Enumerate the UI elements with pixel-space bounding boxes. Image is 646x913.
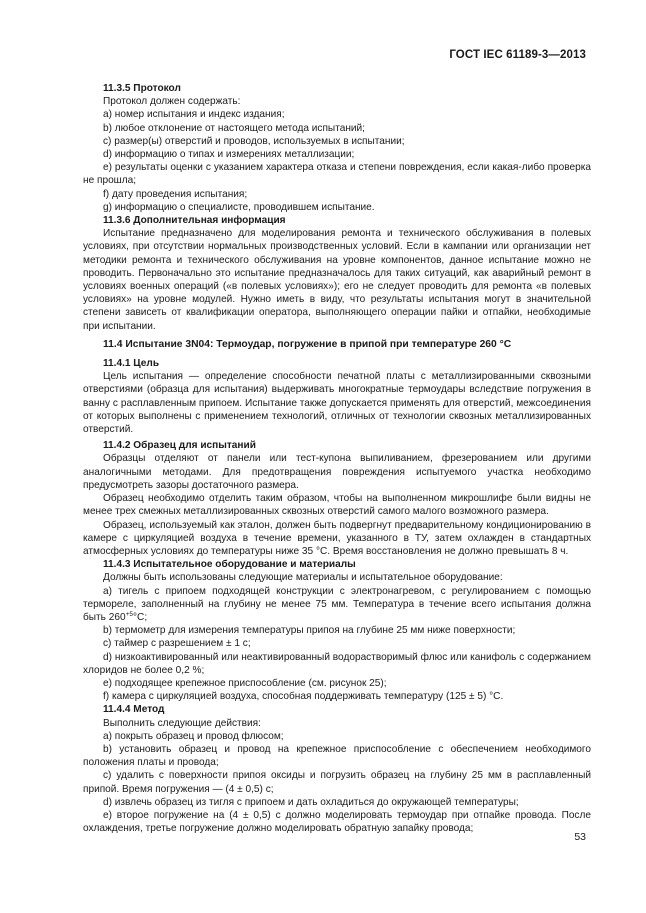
list-item: g) информацию о специалисте, проводившем испытание. [103, 201, 375, 213]
paragraph: Протокол должен содержать: [103, 96, 241, 108]
list-item: a) номер испытания и индекс издания; [103, 109, 285, 121]
list-item: f) дату проведения испытания; [103, 188, 248, 200]
paragraph: Испытание предназначено для моделирования ремонта и технического обслуживания в полевых условиях, при отсутствии нормальных производственных условий. Если в кампании или организации нет методики ремонта и технического обслуживания на уровне компонентов, данное испытание можно не проводить. Первоначально это испытание предназначалось для таких ситуаций, как аварийный ремонт в условиях военных операций («в полевых условиях»); его не следует проводить для ремонта «в полевых условиях» на уровне модулей. Нужно иметь в виду, что результаты испытания могут в значительной степени зависеть от квалификации оператора, выполняющего операции пайки и отпайки, необходимые при испытании. [83, 228, 591, 332]
paragraph: Должны быть использованы следующие материалы и испытательное оборудование: [103, 572, 503, 584]
section-heading: 11.4.3 Испытательное оборудование и материалы [103, 559, 356, 571]
list-item: d) информацию о типах и измерениях металлизации; [103, 149, 355, 161]
list-item: c) удалить с поверхности припоя оксиды и погрузить образец на глубину 25 мм в расплавленный припой. Время погружения — (4 ± 0,5) с; [83, 770, 591, 795]
section-heading: 11.3.5 Протокол [103, 83, 181, 94]
list-item: c) таймер с разрешением ± 1 с; [103, 638, 251, 650]
section-heading: 11.4.2 Образец для испытаний [103, 440, 256, 452]
document-header: ГОСТ IEC 61189-3—2013 [449, 49, 586, 61]
list-item: e) результаты оценки с указанием характера отказа и степени повреждения, если какая-либо проверка не прошла; [83, 162, 591, 187]
paragraph: Образец необходимо отделить таким образом, чтобы на выполненном микрошлифе были видны не менее трех смежных металлизированных сквозных отверстий самого малого возможного размера. [83, 493, 591, 518]
list-item: d) извлечь образец из тигля с припоем и дать охладиться до окружающей температуры; [103, 796, 519, 808]
list-item [83, 585, 591, 625]
list-item: c) размер(ы) отверстий и проводов, используемых в испытании; [103, 135, 405, 147]
tolerance-superscript: +5 [125, 610, 133, 618]
page-number: 53 [574, 831, 586, 843]
section-heading: 11.4.1 Цель [103, 358, 160, 370]
section-heading: 11.4 Испытание 3N04: Термоудар, погружение в припой при температуре 260 °С [103, 338, 512, 350]
list-item: d) низкоактивированный или неактивированный водорастворимый флюс или канифоль с содержанием хлоридов не более 0,2 %; [83, 651, 591, 676]
paragraph: Цель испытания — определение способности печатной платы с металлизированными сквозными отверстиями (образца для испытания) выдерживать многократные термоудары вследствие погружения в ванну с расплавленным припоем. Испытание также допускается применять для отверстий, межсоединения от которых выполнены с применением технологий, отличных от технологии сквозных металлизированных отверстий. [83, 371, 591, 436]
list-item: e) подходящее крепежное приспособление (см. рисунок 25); [103, 677, 387, 689]
list-item: b) любое отклонение от настоящего метода испытаний; [103, 122, 365, 134]
list-item: f) камера с циркуляцией воздуха, способная поддерживать температуру (125 ± 5) °С. [103, 691, 504, 703]
list-item: b) установить образец и провод на крепежное приспособление с обеспечением необходимого положения платы и провода; [83, 743, 591, 769]
section-heading: 11.4.4 Метод [103, 704, 165, 716]
list-item-text: а) тигель с припоем подходящей конструкции с электронагревом, с регулированием с помощью термореле, заполненный на глубину не менее 75 мм. Температура в течение всего испытания должна быть 260 [83, 585, 591, 623]
paragraph: Образцы отделяют от панели или тест-купона выпиливанием, фрезерованием или другими аналогичными методами. Для предотвращения повреждения испытуемого участка необходимо предусмотреть зазоры достаточного размера. [83, 453, 591, 491]
paragraph: Образец, используемый как эталон, должен быть подвергнут предварительному кондиционированию в камере с циркуляцией воздуха в течение времени, указанного в ТУ, затем охлажден в стандартных атмосферных условиях до температуры ниже 35 °С. Время восстановления не должно превышать 8 ч. [83, 519, 591, 557]
list-item: e) второе погружение на (4 ± 0,5) с должно моделировать термоудар при отпайке провода. После охлаждения, третье погружение должно моделировать обратную запайку провода; [83, 809, 591, 835]
document-body [83, 82, 591, 835]
section-heading: 11.3.6 Дополнительная информация [103, 215, 286, 227]
list-item-unit: °С; [133, 611, 148, 623]
list-item: b) термометр для измерения температуры припоя на глубине 25 мм ниже поверхности; [103, 625, 516, 637]
list-item: а) покрыть образец и провод флюсом; [103, 730, 284, 742]
paragraph: Выполнить следующие действия: [103, 717, 261, 729]
